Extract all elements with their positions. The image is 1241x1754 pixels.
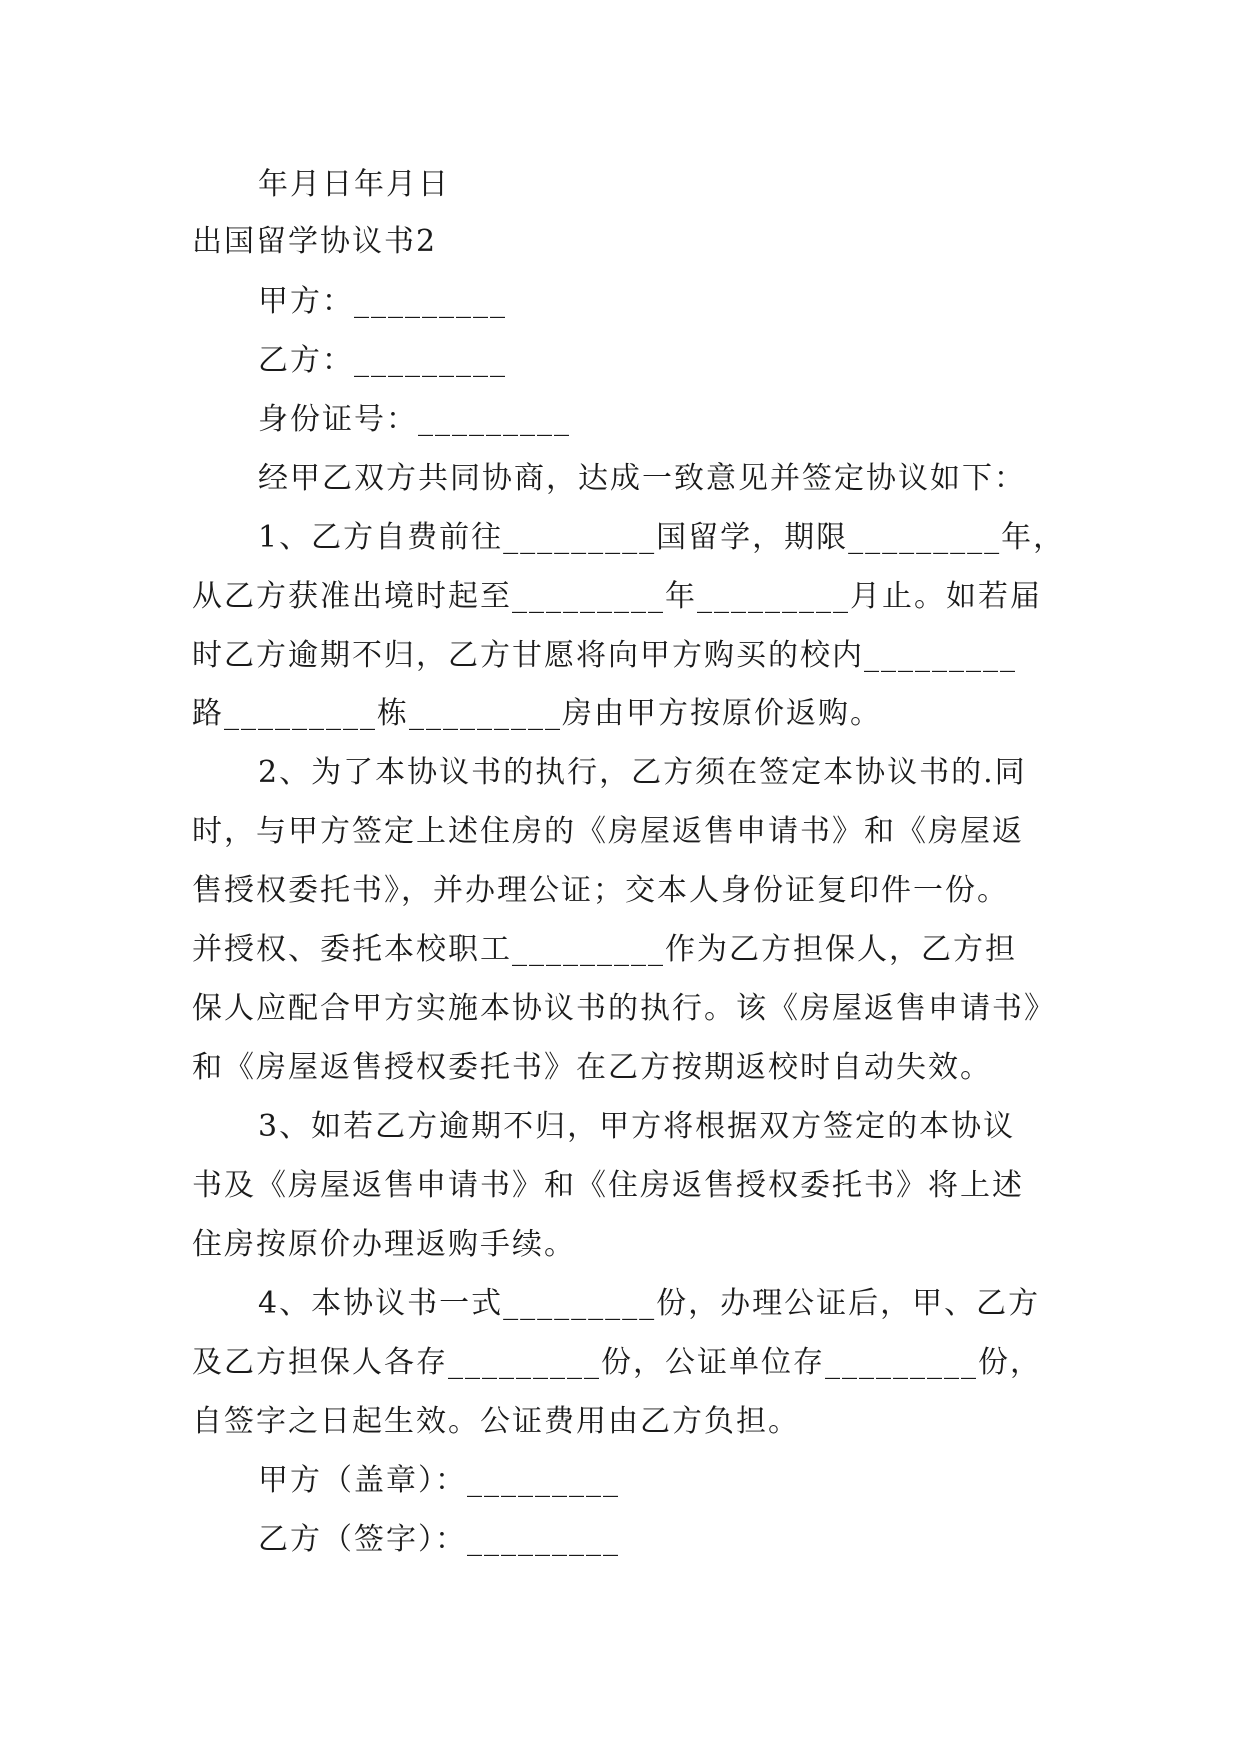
clause-4-line: 及乙方担保人各存_________份，公证单位存_________份， (192, 1345, 1042, 1380)
clause-1-line: 时乙方逾期不归，乙方甘愿将向甲方购买的校内_________ (192, 638, 1017, 673)
date-line: 年月日年月日 (258, 167, 450, 202)
clause-1-line: 1、乙方自费前往_________国留学，期限_________年， (258, 520, 1066, 555)
clause-3-line: 3、如若乙方逾期不归，甲方将根据双方签定的本协议 (258, 1109, 1016, 1144)
clause-2-line: 并授权、委托本校职工_________作为乙方担保人，乙方担 (192, 932, 1017, 967)
party-a-field: 甲方：_________ (258, 284, 507, 319)
clause-2-line: 2、为了本协议书的执行，乙方须在签定本协议书的.同 (258, 755, 1027, 790)
party-b-field: 乙方：_________ (258, 343, 507, 378)
id-number-field: 身份证号：_________ (258, 402, 571, 437)
clause-2-line: 售授权委托书》，并办理公证；交本人身份证复印件一份。 (192, 873, 1009, 908)
clause-2-line: 时，与甲方签定上述住房的《房屋返售申请书》和《房屋返 (192, 814, 1024, 849)
clause-1-line: 路_________栋_________房由甲方按原价返购。 (192, 696, 882, 731)
clause-3-line: 住房按原价办理返购手续。 (192, 1227, 576, 1262)
clause-4-line: 4、本协议书一式_________份，办理公证后，甲、乙方 (258, 1286, 1041, 1321)
document-title: 出国留学协议书2 (192, 224, 438, 259)
party-a-seal-field: 甲方（盖章）：_________ (258, 1463, 620, 1498)
intro-paragraph: 经甲乙双方共同协商，达成一致意见并签定协议如下： (258, 461, 1026, 496)
clause-3-line: 书及《房屋返售申请书》和《住房返售授权委托书》将上述 (192, 1168, 1024, 1203)
clause-4-line: 自签字之日起生效。公证费用由乙方负担。 (192, 1404, 800, 1439)
clause-1-line: 从乙方获准出境时起至_________年_________月止。如若届 (192, 579, 1042, 614)
clause-2-line: 和《房屋返售授权委托书》在乙方按期返校时自动失效。 (192, 1050, 992, 1085)
clause-2-line: 保人应配合甲方实施本协议书的执行。该《房屋返售申请书》 (192, 991, 1056, 1026)
party-b-signature-field: 乙方（签字）：_________ (258, 1522, 620, 1557)
